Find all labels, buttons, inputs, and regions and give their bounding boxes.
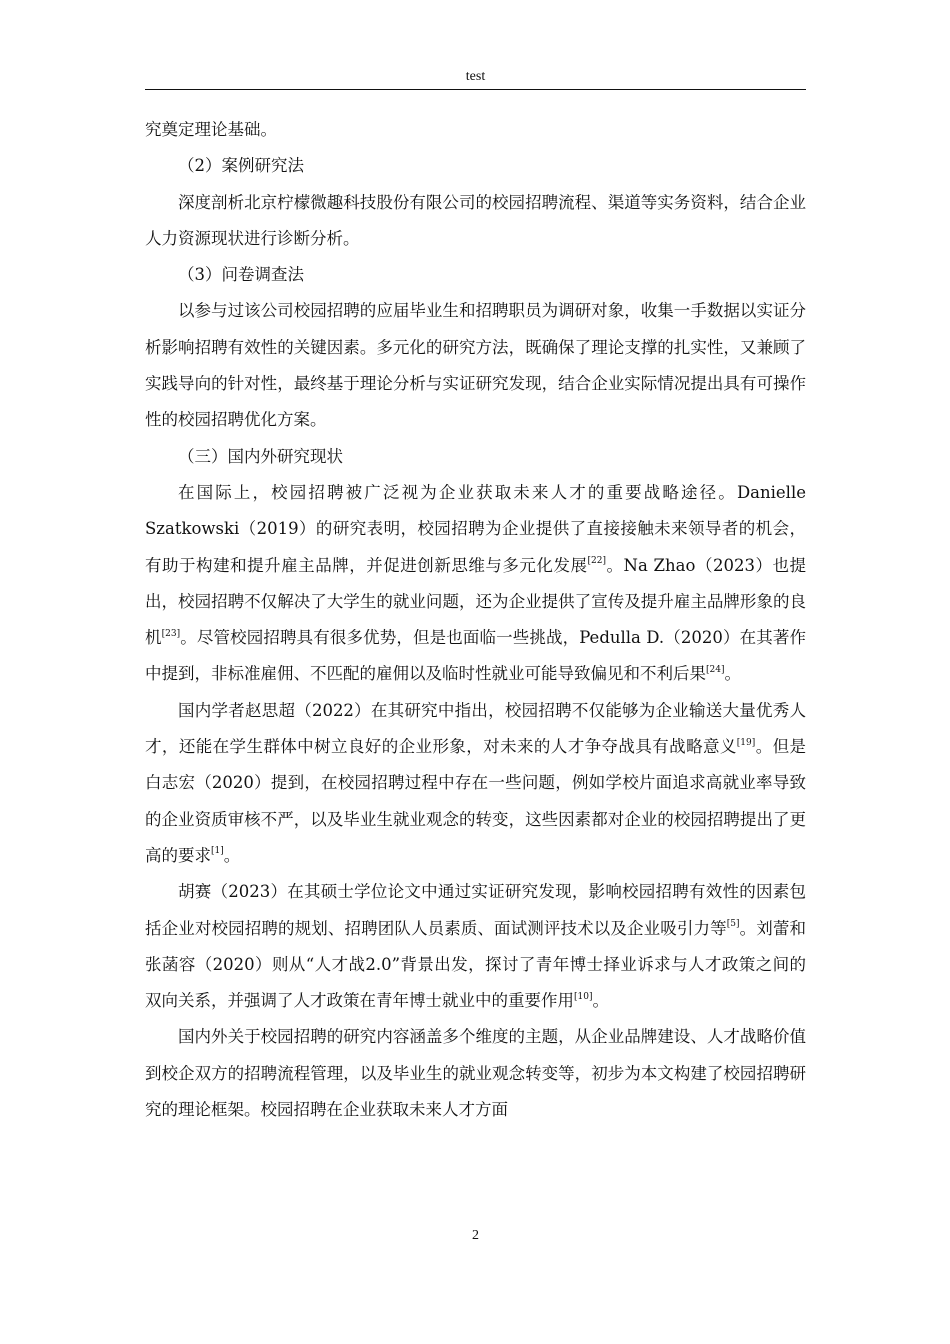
paragraph-effectiveness: [145, 874, 806, 1019]
citation-ref: [23]: [161, 628, 181, 639]
text-segment: 胡赛（2023）在其硕士学位论文中通过实证研究发现，影响校园招聘有效性的因素包括企业对校园招聘的规划、招聘团队人员素质、面试测评技术以及企业吸引力等: [145, 882, 806, 938]
subheading-questionnaire: （3）问卷调查法: [178, 265, 304, 285]
section-heading-research-status: （三）国内外研究现状: [178, 446, 343, 466]
paragraph-case-study: 深度剖析北京柠檬微趣科技股份有限公司的校园招聘流程、渠道等实务资料，结合企业人力资源现状进行诊断分析。: [145, 192, 806, 248]
paragraph-continuation: 究奠定理论基础。: [145, 120, 277, 139]
subheading-case-study: （2）案例研究法: [178, 156, 304, 176]
citation-ref: [19]: [736, 737, 756, 748]
text-segment: 国内学者赵思超（2022）在其研究中指出，校园招聘不仅能够为企业输送大量优秀人才，还能在学生群体中树立良好的企业形象，对未来的人才争夺战具有战略意义: [145, 700, 806, 757]
paragraph-summary: 国内外关于校园招聘的研究内容涵盖多个维度的主题，从企业品牌建设、人才战略价值到校企双方的招聘流程管理，以及毕业生的就业观念转变等，初步为本文构建了校园招聘研究的理论框架。校园招聘在企业获取未来人才方面: [145, 1027, 806, 1120]
header-rule: [145, 89, 806, 90]
text-segment: 。: [223, 845, 241, 865]
page-number: 2: [472, 1228, 479, 1243]
text-segment: 在国际上，校园招聘被广泛视为企业获取未来人才的重要战略途径。Danielle Szatkowski（2019）的研究表明，校园招聘为企业提供了直接接触未来领导者的机会，有助于构建和提升雇主品牌，并促进创新思维与多元化发展: [145, 482, 806, 575]
paragraph-international: [145, 475, 806, 693]
citation-ref: [22]: [587, 556, 606, 567]
text-segment: 。: [724, 664, 741, 684]
text-segment: 。但是白志宏（2020）提到，在校园招聘过程中存在一些问题，例如学校片面追求高就业率导致的企业资质审核不严，以及毕业生就业观念的转变，这些因素都对企业的校园招聘提出了更高的要求: [145, 737, 807, 865]
paragraph-questionnaire: 以参与过该公司校园招聘的应届毕业生和招聘职员为调研对象，收集一手数据以实证分析影响招聘有效性的关键因素。多元化的研究方法，既确保了理论支撑的扎实性，又兼顾了实践导向的针对性，最终基于理论分析与实证研究发现，结合企业实际情况提出具有可操作性的校园招聘优化方案。: [145, 301, 806, 430]
page-header: test: [465, 69, 486, 84]
paragraph-domestic: [145, 693, 806, 874]
text-segment: 。Na Zhao（2023）也提出，校园招聘不仅解决了大学生的就业问题，还为企业提供了宣传及提升雇主品牌形象的良机: [145, 555, 807, 648]
citation-ref: [5]: [726, 919, 740, 930]
citation-ref: [10]: [574, 991, 593, 1002]
citation-ref: [1]: [211, 846, 224, 857]
text-segment: 。: [592, 991, 609, 1011]
text-segment: 。尽管校园招聘具有很多优势，但是也面临一些挑战，Pedulla D.（2020）在其著作中提到，非标准雇佣、不匹配的雇佣以及临时性就业可能导致偏见和不利后果: [145, 628, 807, 684]
document-body: [145, 112, 806, 1128]
text-segment: 。刘蕾和张菡容（2020）则从“人才战2.0”背景出发，探讨了青年博士择业诉求与人才政策之间的双向关系，并强调了人才政策在青年博士就业中的重要作用: [145, 918, 807, 1011]
citation-ref: [24]: [706, 664, 725, 675]
